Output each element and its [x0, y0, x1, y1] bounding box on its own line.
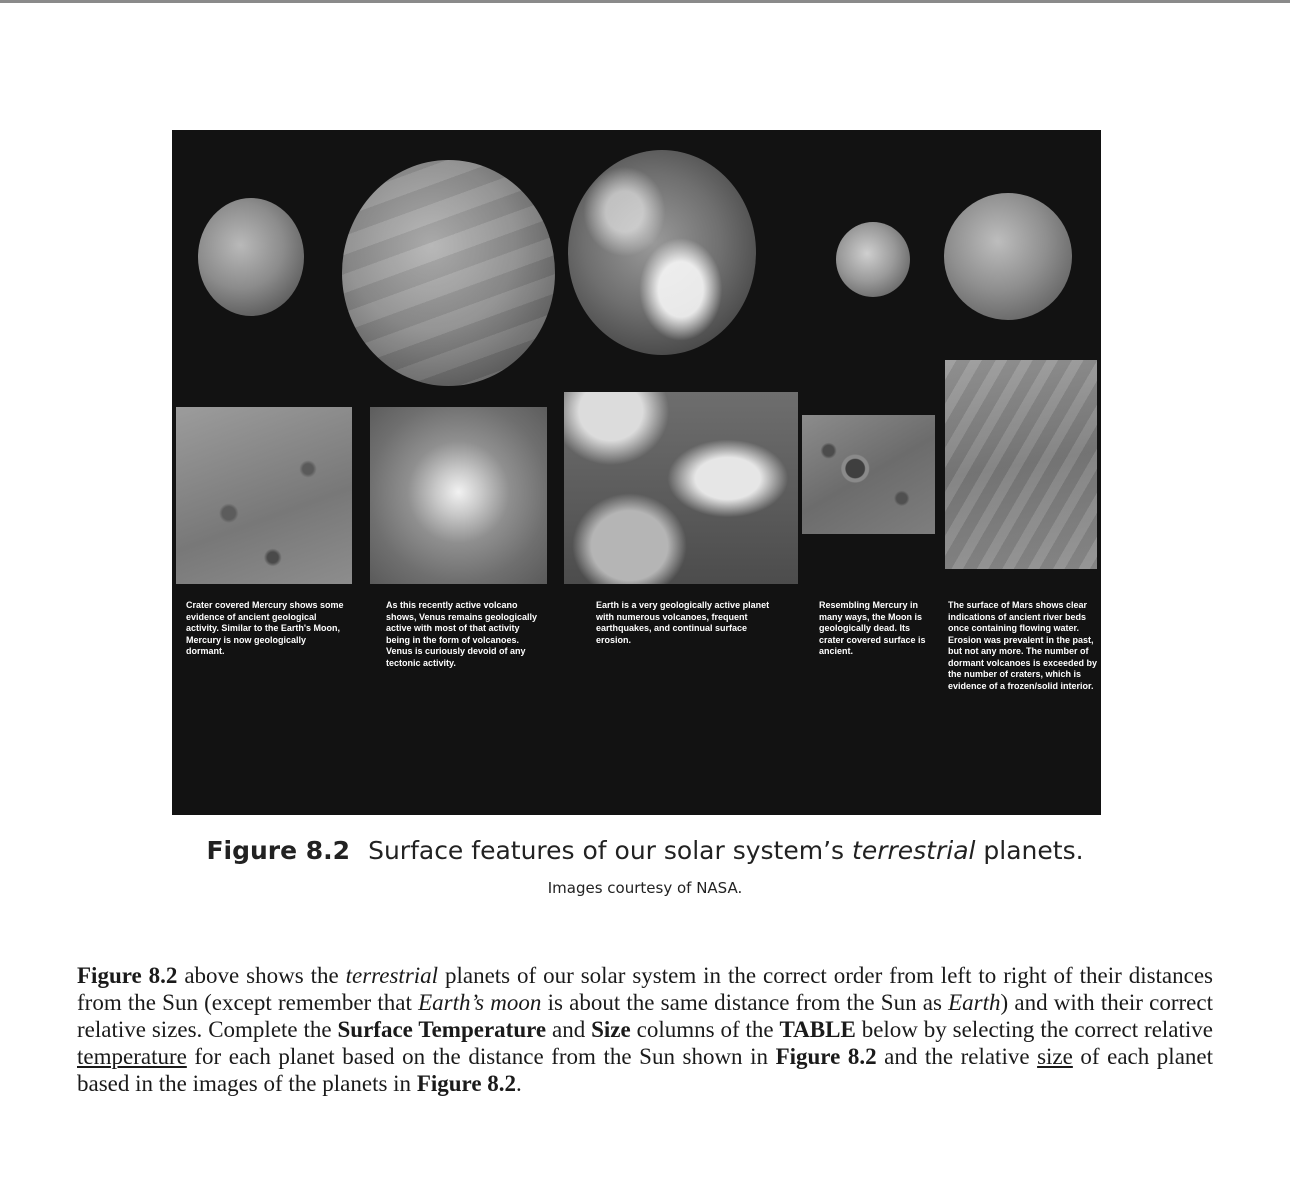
text-run: .: [516, 1071, 522, 1096]
text-run: for each planet based on the distance from the Sun shown in: [186, 1044, 776, 1069]
underlined-run: temperature: [77, 1044, 187, 1069]
figure-caption: [0, 836, 1290, 865]
top-rule: [0, 0, 1290, 3]
italic-run: Earth: [948, 990, 1001, 1015]
italic-run: terrestrial: [345, 963, 439, 988]
figure-ref: Figure 8.2: [77, 963, 178, 988]
text-run: of each planet based in the images of the planets in: [77, 1044, 1214, 1096]
text-run: planets of our solar system in the correct order from left to right of their distances from the Sun (except remember that: [77, 963, 1214, 1015]
text-run: and: [546, 1017, 592, 1042]
mars-caption: The surface of Mars shows clear indications of ancient river beds once containing flowing water. Erosion was prevalent in the past, but not any more. The number of dormant volcanoes is exceeded by the number of craters, which is evidence of a frozen/solid interior.: [948, 600, 1098, 691]
text-run: columns of the: [630, 1017, 780, 1042]
mars-riverbed-image: [945, 360, 1097, 569]
figure-ref: Figure 8.2: [416, 1071, 517, 1096]
mercury-caption: Crater covered Mercury shows some evidence of ancient geological activity. Similar to the Earth's Moon, Mercury is now geologically dormant.: [186, 600, 344, 656]
underlined-run: size: [1037, 1044, 1073, 1069]
text-run: and the relative: [876, 1044, 1038, 1069]
instruction-paragraph: [77, 962, 1213, 1097]
caption-italic: terrestrial: [852, 836, 976, 865]
earth-globe: [568, 150, 756, 355]
moon-crater-image: [802, 415, 935, 534]
venus-volcano-image: [370, 407, 547, 584]
text-run: is about the same distance from the Sun as: [541, 990, 949, 1015]
italic-run: Earth’s moon: [418, 990, 542, 1015]
figure-label: Figure 8.2: [206, 836, 351, 865]
mercury-globe: [198, 198, 304, 316]
venus-caption: As this recently active volcano shows, Venus remains geologically active with most of that activity being in the form of volcanoes. Venus is curiously devoid of any tectonic activity.: [386, 600, 538, 668]
mars-globe: [944, 193, 1072, 320]
caption-text-a: Surface features of our solar system’s: [368, 836, 853, 865]
mercury-surface-image: [176, 407, 352, 584]
text-run: ) and with their correct relative sizes. Complete the: [77, 990, 1213, 1042]
image-credit: Images courtesy of NASA.: [547, 879, 743, 897]
bold-run: Size: [591, 1017, 631, 1042]
earth-volcano-image: [564, 392, 798, 584]
figure-8-2-image: [172, 130, 1101, 815]
bold-run: TABLE: [779, 1017, 856, 1042]
text-run: above shows the: [177, 963, 346, 988]
venus-globe: [342, 160, 555, 386]
moon-globe: [836, 222, 910, 297]
bold-run: Surface Temperature: [337, 1017, 547, 1042]
figure-ref: Figure 8.2: [775, 1044, 877, 1069]
caption-text-b: planets.: [975, 836, 1084, 865]
moon-caption: Resembling Mercury in many ways, the Moon is geologically dead. Its crater covered surface is ancient.: [819, 600, 926, 656]
text-run: below by selecting the correct relative: [855, 1017, 1213, 1042]
earth-caption: Earth is a very geologically active planet with numerous volcanoes, frequent earthquakes, and continual surface erosion.: [596, 600, 770, 645]
